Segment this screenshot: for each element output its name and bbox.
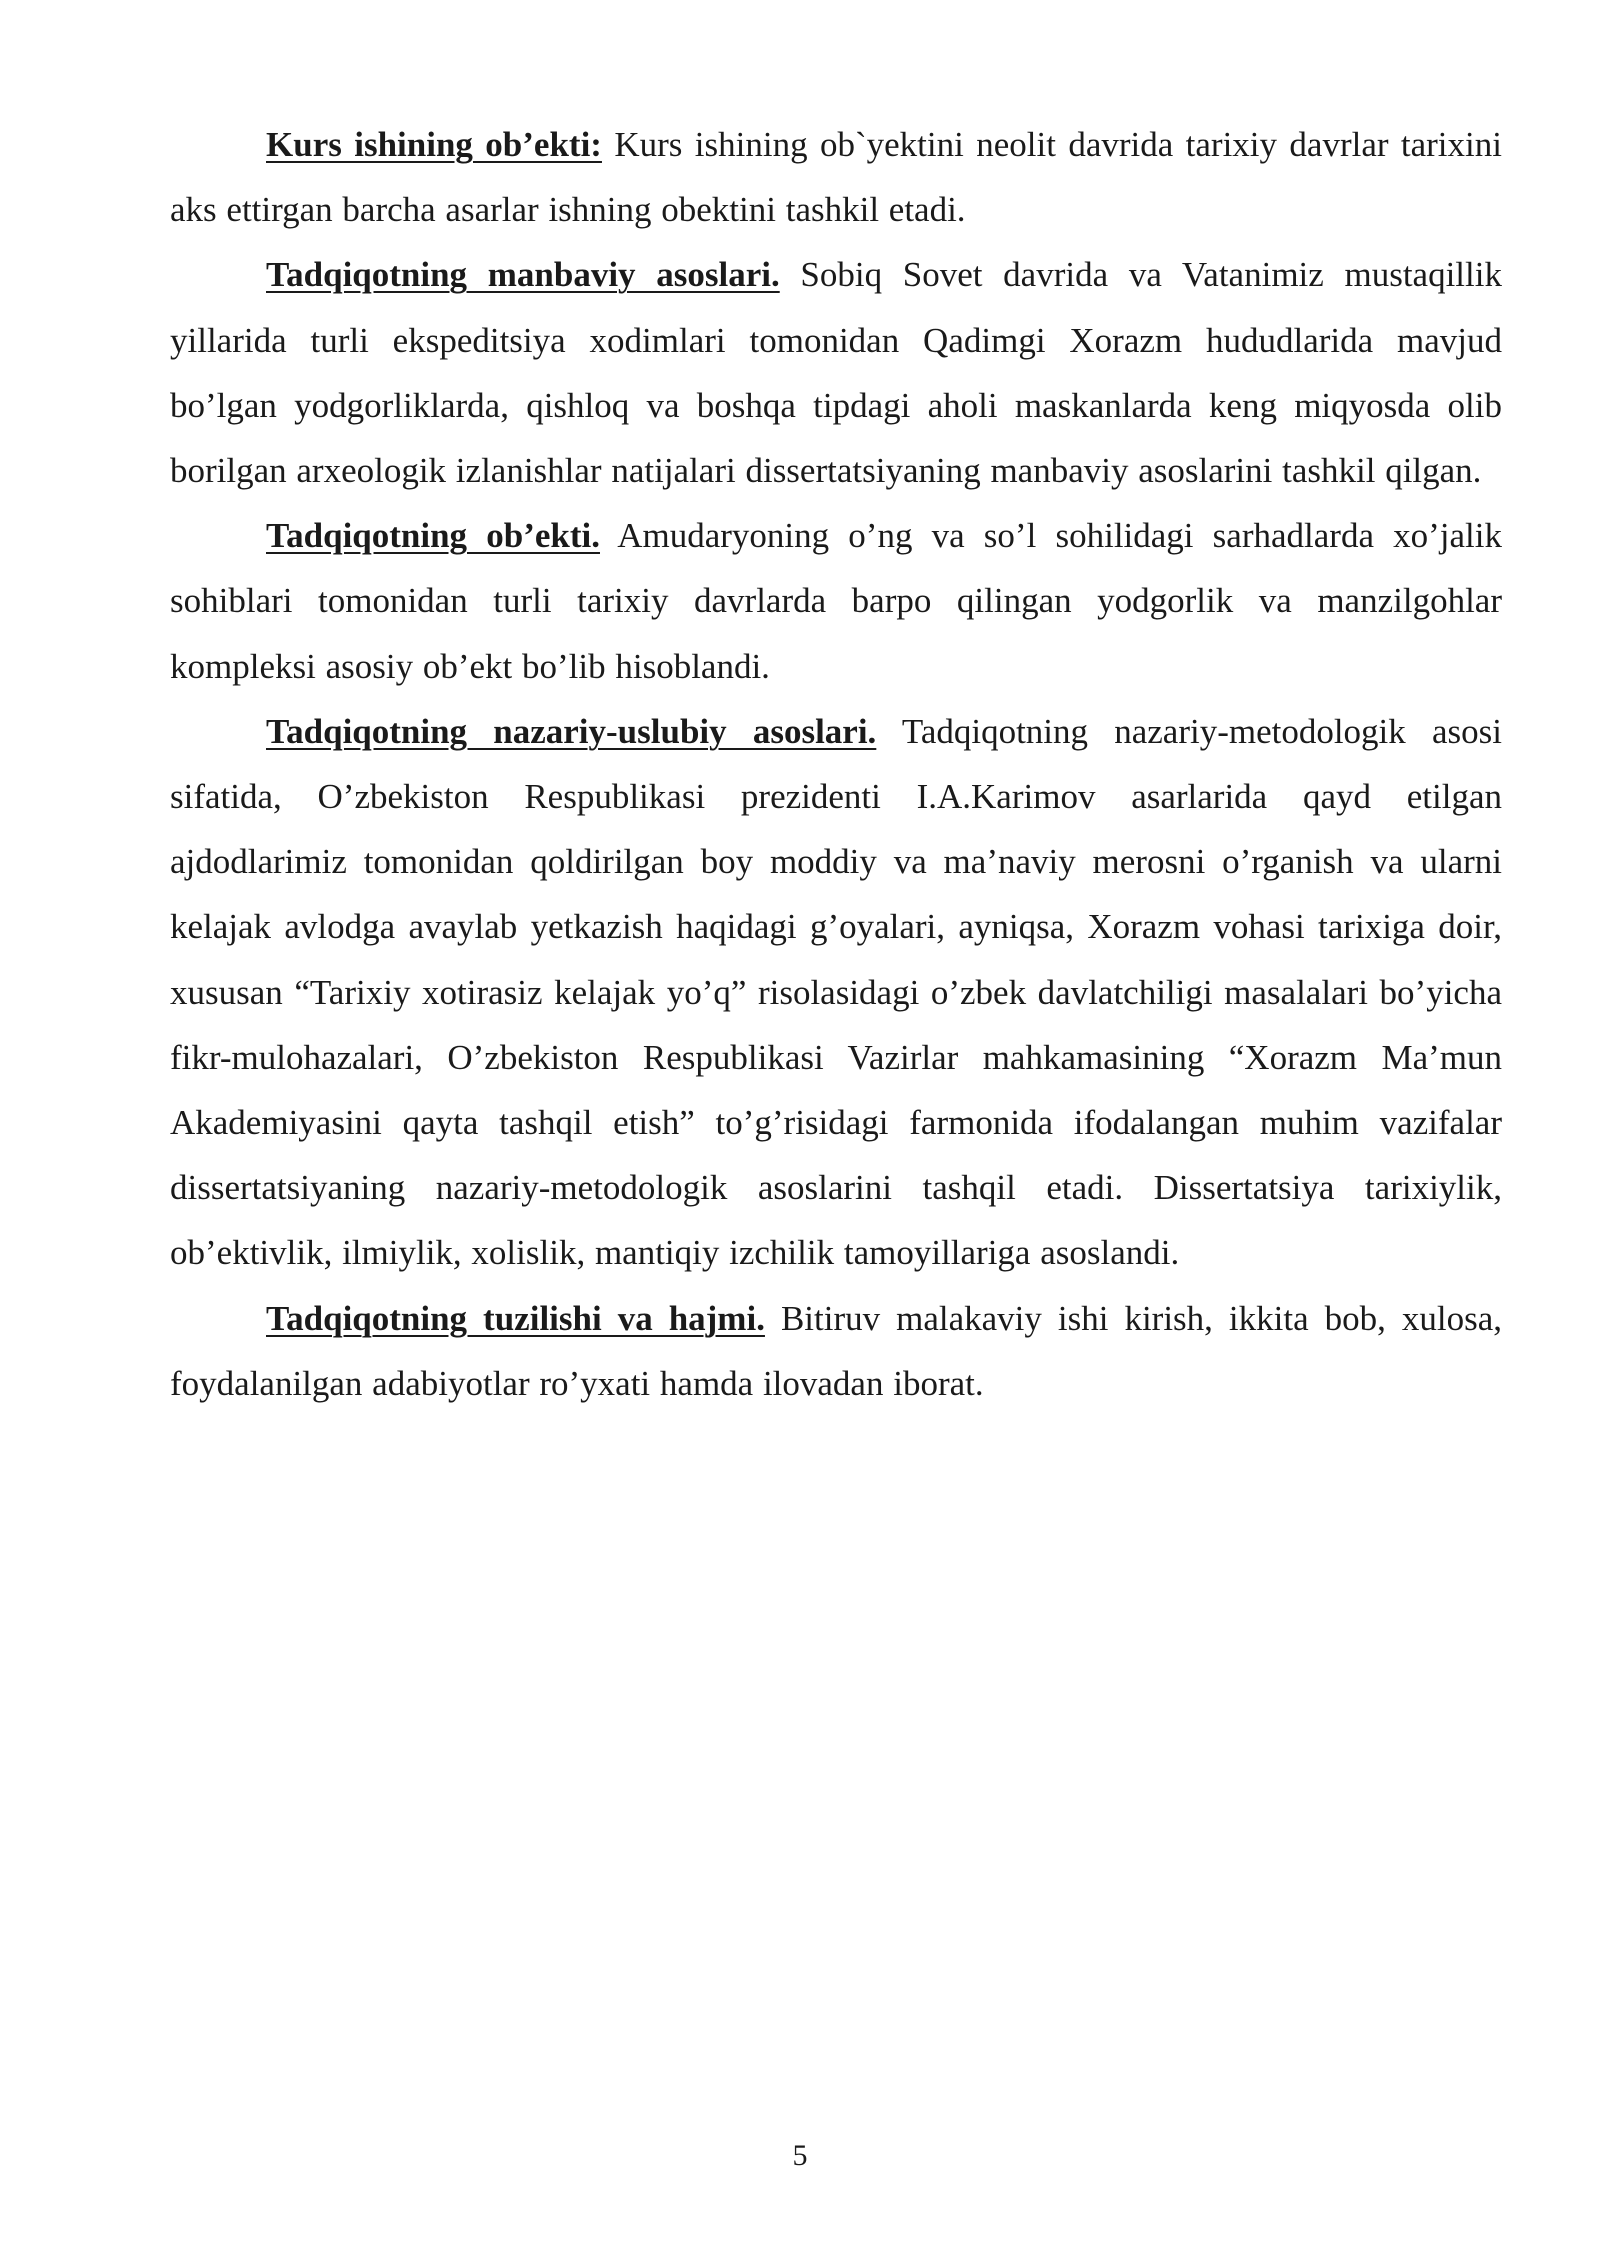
page-number: 5 bbox=[792, 2139, 808, 2172]
paragraph-structure-volume bbox=[170, 1286, 1502, 1416]
paragraph-text: Amudaryoning o’ng va so’l sohilidagi sarhadlarda xo’jalik sohiblari tomonidan turli tarixiy davrlarda barpo qilingan yodgorlik va manzilgohlar kompleksi asosiy ob’ekt bo’lib hisoblandi. bbox=[170, 516, 1502, 686]
paragraph-text: Kurs ishining ob`yektini neolit davrida tarixiy davrlar tarixini aks ettirgan barcha asarlar ishning obektini tashkil etadi. bbox=[170, 125, 1502, 230]
paragraph-source-basis bbox=[170, 242, 1502, 503]
document-body bbox=[170, 112, 1502, 1416]
paragraph-course-object bbox=[170, 112, 1502, 242]
paragraph-text: Sobiq Sovet davrida va Vatanimiz mustaqillik yillarida turli ekspeditsiya xodimlari tomonidan Qadimgi Xorazm hududlarida mavjud bo’lgan yodgorliklarda, qishloq va boshqa tipdagi aholi maskanlarda keng miqyosda olib borilgan arxeologik izlanishlar natijalari dissertatsiyaning manbaviy asoslarini tashkil qilgan. bbox=[170, 255, 1502, 491]
section-heading: Tadqiqotning ob’ekti. bbox=[266, 516, 600, 556]
paragraph-theoretical-basis bbox=[170, 699, 1502, 1286]
section-heading: Tadqiqotning nazariy-uslubiy asoslari. bbox=[266, 711, 877, 751]
section-heading: Tadqiqotning manbaviy asoslari. bbox=[266, 255, 780, 295]
section-heading: Kurs ishining ob’ekti: bbox=[266, 125, 602, 164]
section-heading: Tadqiqotning tuzilishi va hajmi. bbox=[266, 1298, 765, 1338]
paragraph-text: Bitiruv malakaviy ishi kirish, ikkita bob, xulosa, foydalanilgan adabiyotlar ro’yxati hamda ilovadan iborat. bbox=[170, 1298, 1503, 1403]
paragraph-text: Tadqiqotning nazariy-metodologik asosi sifatida, O’zbekiston Respublikasi prezidenti I.A.Karimov asarlarida qayd etilgan ajdodlarimiz tomonidan qoldirilgan boy moddiy va ma’naviy merosni o’rganish va ularni kelajak avlodga avaylab yetkazish haqidagi g’oyalari, ayniqsa, Xorazm vohasi tarixiga doir, xususan “Tarixiy xotirasiz kelajak yo’q” risolasidagi o’zbek davlatchiligi masalalari bo’yicha fikr-mulohazalari, O’zbekiston Respublikasi Vazirlar mahkamasining “Xorazm Ma’mun Akademiyasini qayta tashqil etish” to’g’risidagi farmonida ifodalangan muhim vazifalar dissertatsiyaning nazariy-metodologik asoslarini tashqil etadi. Dissertatsiya tarixiylik, ob’ektivlik, ilmiylik, xolislik, mantiqiy izchilik tamoyillariga asoslandi. bbox=[170, 711, 1502, 1273]
paragraph-research-object bbox=[170, 503, 1502, 699]
